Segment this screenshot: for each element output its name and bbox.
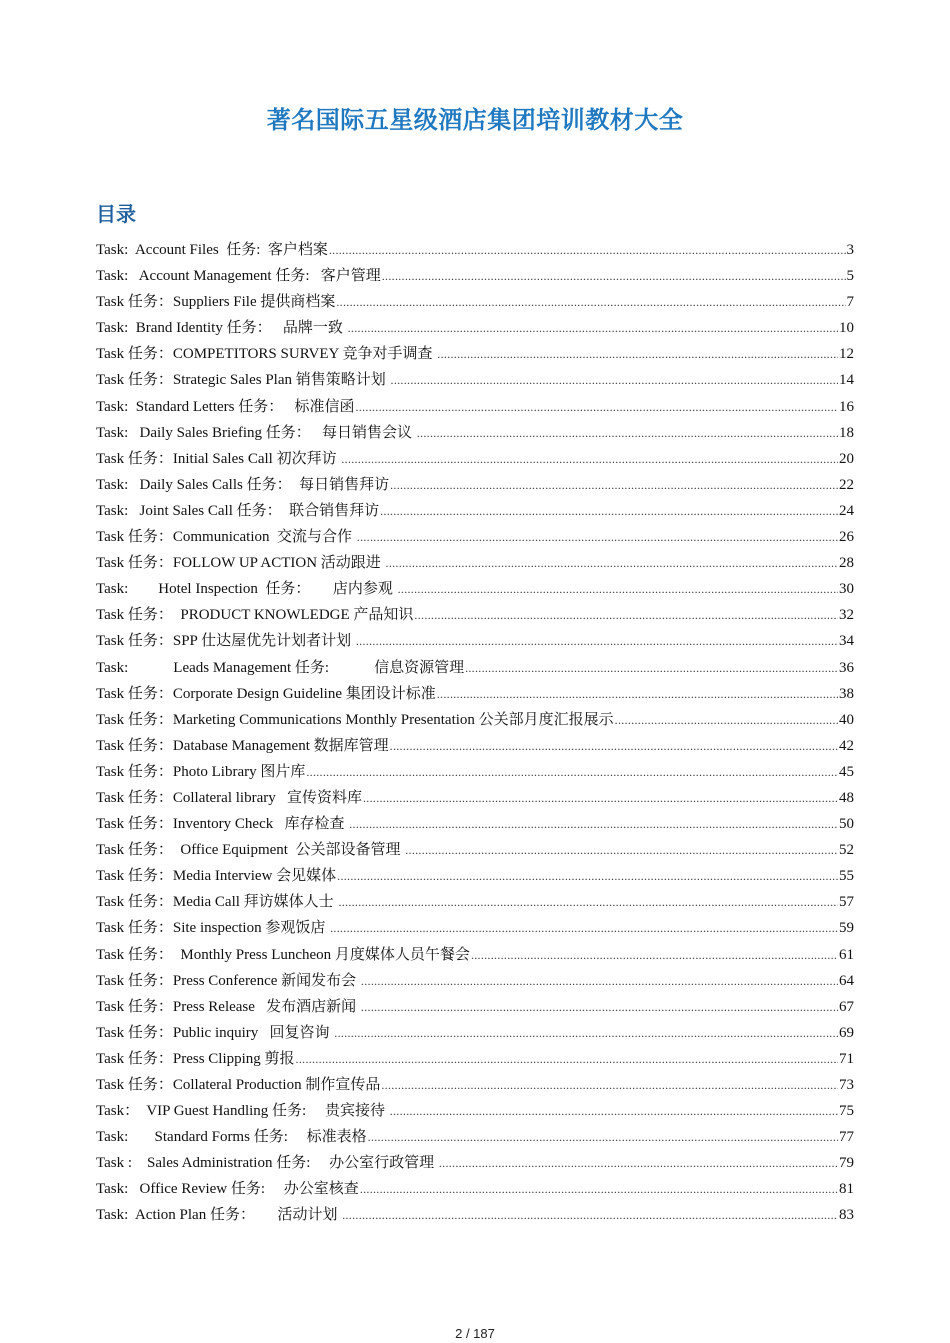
toc-dot-leader	[380, 501, 838, 521]
toc-entry-title: Task: Account Management 任务: 客户管理	[96, 268, 381, 285]
toc-entry[interactable]	[96, 527, 854, 553]
toc-entry-title: Task: Daily Sales Briefing 任务： 每日销售会议	[96, 424, 416, 441]
toc-dot-leader	[361, 997, 838, 1017]
toc-entry[interactable]	[96, 814, 854, 840]
toc-entry[interactable]	[96, 1179, 854, 1205]
toc-dot-leader	[437, 344, 838, 364]
toc-dot-leader	[349, 814, 838, 834]
toc-dot-leader	[361, 971, 838, 991]
toc-entry[interactable]	[96, 501, 854, 527]
toc-entry[interactable]	[96, 684, 854, 710]
document-title: 著名国际五星级酒店集团培训教材大全	[266, 106, 684, 134]
toc-entry-page-number: 73	[839, 1077, 854, 1093]
table-of-contents	[96, 240, 854, 1232]
toc-entry[interactable]	[96, 710, 854, 736]
toc-entry-title: Task: Leads Management 任务: 信息资源管理	[96, 659, 465, 676]
toc-entry-title: Task 任务：Strategic Sales Plan 销售策略计划	[96, 372, 390, 389]
toc-entry-page-number: 50	[839, 816, 854, 833]
toc-entry-page-number: 38	[839, 685, 854, 702]
toc-entry[interactable]	[96, 370, 854, 396]
toc-entry[interactable]	[96, 1127, 854, 1153]
toc-entry-page-number: 30	[839, 581, 854, 598]
toc-dot-leader	[382, 266, 846, 286]
toc-entry[interactable]	[96, 1205, 854, 1231]
toc-entry-title: Task : Sales Administration 任务: 办公室行政管理	[96, 1155, 438, 1172]
toc-dot-leader	[348, 318, 838, 338]
toc-dot-leader	[615, 710, 838, 730]
toc-dot-leader	[342, 1205, 838, 1225]
toc-entry-page-number: 22	[839, 476, 854, 493]
toc-entry-page-number: 3	[846, 242, 854, 258]
toc-dot-leader	[368, 1127, 838, 1147]
toc-entry-page-number: 71	[839, 1050, 854, 1067]
toc-dot-leader	[334, 1023, 838, 1043]
toc-entry-page-number: 10	[839, 320, 854, 337]
toc-entry-title: Task 任务： Office Equipment 公关部设备管理	[96, 842, 405, 859]
toc-entry-page-number: 48	[839, 789, 854, 806]
toc-entry-page-number: 24	[839, 502, 854, 519]
toc-dot-leader	[437, 684, 838, 704]
toc-entry-title: Task: Office Review 任务: 办公室核查	[96, 1181, 359, 1198]
toc-entry[interactable]	[96, 1023, 854, 1049]
toc-entry[interactable]	[96, 1049, 854, 1075]
toc-entry[interactable]	[96, 840, 854, 866]
toc-dot-leader	[439, 1153, 838, 1173]
toc-entry-page-number: 26	[839, 529, 854, 546]
toc-entry-title: Task 任务：Media Call 拜访媒体人士	[96, 894, 338, 911]
toc-entry-page-number: 36	[839, 659, 854, 676]
toc-entry[interactable]	[96, 579, 854, 605]
toc-entry-title: Task： VIP Guest Handling 任务: 贵宾接待	[96, 1103, 389, 1120]
toc-entry[interactable]	[96, 892, 854, 918]
toc-entry-title: Task: Standard Forms 任务: 标准表格	[96, 1129, 367, 1146]
toc-entry-page-number: 12	[839, 346, 854, 363]
toc-entry-page-number: 83	[839, 1207, 854, 1224]
toc-entry-title: Task: Brand Identity 任务： 品牌一致	[96, 320, 347, 337]
toc-entry-page-number: 55	[839, 868, 854, 885]
toc-entry[interactable]	[96, 997, 854, 1023]
toc-dot-leader	[363, 788, 838, 808]
toc-entry-page-number: 28	[839, 555, 854, 572]
toc-entry-title: Task 任务：SPP 仕达屋优先计划者计划	[96, 633, 355, 650]
toc-entry-page-number: 61	[839, 946, 854, 963]
toc-entry-title: Task 任务： PRODUCT KNOWLEDGE 产品知识	[96, 607, 414, 624]
toc-entry-page-number: 16	[839, 398, 854, 415]
toc-entry[interactable]	[96, 423, 854, 449]
toc-entry-page-number: 69	[839, 1024, 854, 1041]
toc-entry-page-number: 75	[839, 1103, 854, 1120]
toc-dot-leader	[330, 918, 838, 938]
toc-dot-leader	[405, 840, 838, 860]
toc-dot-leader	[341, 449, 838, 469]
toc-dot-leader	[360, 1179, 838, 1199]
toc-entry-title: Task 任务：Database Management 数据库管理	[96, 737, 389, 754]
toc-entry[interactable]	[96, 397, 854, 423]
toc-entry-title: Task 任务：Collateral Production 制作宣传品	[96, 1077, 381, 1093]
toc-entry[interactable]	[96, 605, 854, 631]
toc-dot-leader	[356, 397, 839, 417]
toc-entry-title: Task 任务：Press Release 发布酒店新闻	[96, 998, 360, 1015]
toc-dot-leader	[357, 527, 838, 547]
toc-entry[interactable]	[96, 475, 854, 501]
toc-entry[interactable]	[96, 344, 854, 370]
toc-entry-page-number: 64	[839, 972, 854, 989]
toc-entry-title: Task 任务：Communication 交流与合作	[96, 529, 356, 546]
toc-entry[interactable]	[96, 631, 854, 657]
toc-entry[interactable]	[96, 866, 854, 892]
toc-entry-title: Task: Standard Letters 任务： 标准信函	[96, 398, 355, 415]
toc-entry-title: Task 任务：Public inquiry 回复咨询	[96, 1024, 334, 1041]
toc-dot-leader	[296, 1049, 838, 1069]
toc-entry[interactable]	[96, 788, 854, 814]
toc-entry-page-number: 67	[839, 998, 854, 1015]
toc-entry-page-number: 5	[846, 268, 854, 285]
toc-entry-page-number: 79	[839, 1155, 854, 1172]
toc-entry-page-number: 77	[839, 1129, 854, 1146]
toc-entry-title: Task 任务：Press Conference 新闻发布会	[96, 972, 360, 989]
toc-entry[interactable]	[96, 658, 854, 684]
toc-dot-leader	[414, 605, 838, 625]
toc-entry[interactable]	[96, 266, 854, 292]
toc-entry-title: Task 任务：Inventory Check 库存检查	[96, 816, 349, 833]
toc-entry-title: Task 任务：Media Interview 会见媒体	[96, 868, 337, 885]
toc-entry-page-number: 7	[846, 294, 854, 311]
toc-dot-leader	[471, 945, 838, 965]
toc-dot-leader	[337, 866, 838, 886]
toc-entry[interactable]	[96, 736, 854, 762]
toc-dot-leader	[390, 736, 838, 756]
toc-entry-title: Task: Action Plan 任务： 活动计划	[96, 1207, 342, 1224]
toc-entry-page-number: 81	[839, 1181, 854, 1198]
toc-entry-page-number: 59	[839, 920, 854, 937]
toc-entry[interactable]	[96, 945, 854, 971]
toc-dot-leader	[338, 892, 838, 912]
toc-entry-title: Task: Joint Sales Call 任务： 联合销售拜访	[96, 502, 380, 519]
toc-entry[interactable]	[96, 762, 854, 788]
toc-dot-leader	[465, 658, 838, 678]
toc-entry-page-number: 45	[839, 763, 854, 780]
page-indicator: 2 / 187	[455, 1326, 495, 1341]
toc-entry-title: Task 任务：Photo Library 图片库	[96, 763, 306, 780]
toc-entry-title: Task 任务：Collateral library 宣传资料库	[96, 789, 362, 806]
toc-entry-page-number: 14	[839, 372, 854, 389]
toc-entry[interactable]	[96, 918, 854, 944]
toc-entry[interactable]	[96, 971, 854, 997]
toc-dot-leader	[306, 762, 838, 782]
toc-entry-title: Task 任务：Suppliers File 提供商档案	[96, 294, 336, 311]
toc-entry-page-number: 52	[839, 842, 854, 859]
toc-entry-title: Task: Daily Sales Calls 任务： 每日销售拜访	[96, 476, 390, 493]
toc-entry-page-number: 18	[839, 424, 854, 441]
toc-dot-leader	[386, 553, 838, 573]
toc-entry[interactable]	[96, 1075, 854, 1101]
toc-entry-page-number: 34	[839, 633, 854, 650]
toc-dot-leader	[381, 1075, 838, 1095]
toc-entry-title: Task: Hotel Inspection 任务： 店内参观	[96, 581, 397, 598]
toc-entry[interactable]	[96, 292, 854, 318]
toc-entry-title: Task 任务：Site inspection 参观饭店	[96, 920, 330, 937]
toc-dot-leader	[336, 292, 845, 312]
toc-entry[interactable]	[96, 318, 854, 344]
toc-entry-title: Task 任务：Initial Sales Call 初次拜访	[96, 450, 341, 467]
toc-entry[interactable]	[96, 1101, 854, 1127]
toc-dot-leader	[398, 579, 838, 599]
toc-heading: 目录	[96, 202, 136, 226]
toc-entry-page-number: 42	[839, 737, 854, 754]
toc-entry-page-number: 40	[839, 711, 854, 728]
toc-entry-title: Task 任务：Marketing Communications Monthly Presentation 公关部月度汇报展示	[96, 711, 614, 728]
toc-entry-page-number: 20	[839, 450, 854, 467]
toc-entry-title: Task 任务： Monthly Press Luncheon 月度媒体人员午餐会	[96, 946, 470, 963]
toc-entry-title: Task 任务：Press Clipping 剪报	[96, 1050, 295, 1067]
toc-dot-leader	[356, 631, 838, 651]
toc-dot-leader	[391, 370, 838, 390]
toc-entry-title: Task 任务：Corporate Design Guideline 集团设计标准	[96, 685, 436, 702]
toc-dot-leader	[390, 1101, 838, 1121]
toc-entry-title: Task: Account Files 任务: 客户档案	[96, 242, 328, 258]
toc-dot-leader	[390, 475, 838, 495]
toc-entry[interactable]	[96, 449, 854, 475]
toc-dot-leader	[417, 423, 838, 443]
toc-entry-page-number: 57	[839, 894, 854, 911]
toc-entry-title: Task 任务：FOLLOW UP ACTION 活动跟进	[96, 555, 385, 572]
toc-entry[interactable]	[96, 553, 854, 579]
toc-entry[interactable]	[96, 240, 854, 266]
toc-dot-leader	[329, 240, 846, 260]
toc-entry[interactable]	[96, 1153, 854, 1179]
toc-entry-page-number: 32	[839, 607, 854, 624]
toc-entry-title: Task 任务：COMPETITORS SURVEY 竞争对手调查	[96, 346, 437, 363]
